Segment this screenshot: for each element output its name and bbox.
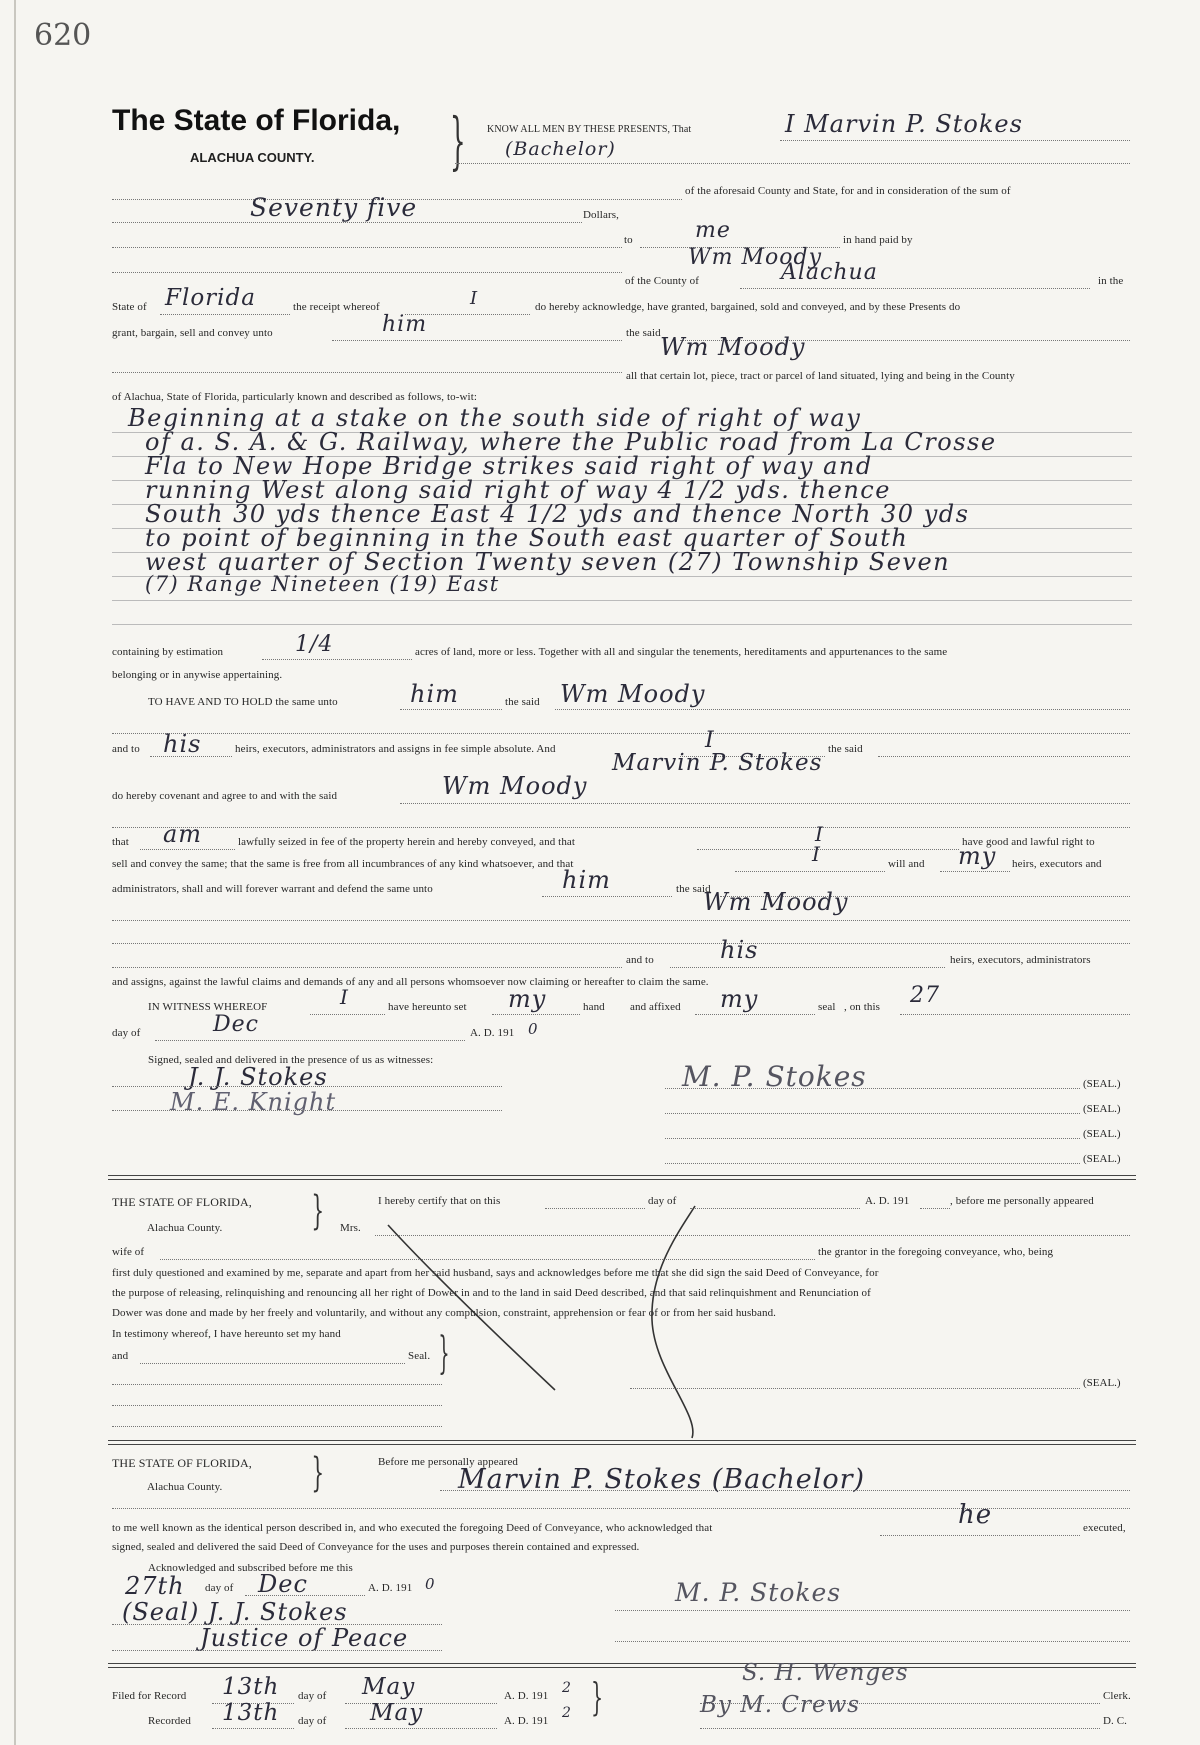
grantor-text: the grantor in the foregoing conveyance, who, being — [818, 1246, 1054, 1258]
consideration-text: of the aforesaid County and State, for and in consideration of the sum of — [685, 185, 1011, 197]
ack-month-hw: Dec — [258, 1570, 308, 1598]
that-label: that — [112, 836, 129, 848]
line — [900, 1014, 1130, 1015]
ack-signature-hw: M. P. Stokes — [675, 1578, 842, 1607]
line — [212, 1728, 294, 1729]
payer-hw: Wm Moody — [688, 245, 822, 270]
section-divider — [108, 1440, 1136, 1445]
seized-text: lawfully seized in fee of the property herein and hereby conveyed, and that — [238, 836, 576, 848]
dower-brace: } — [311, 1188, 325, 1234]
recorded-label: Recorded — [148, 1715, 191, 1727]
witness2-hw: M. E. Knight — [170, 1088, 337, 1116]
county-hw: Alachua — [781, 260, 878, 285]
line — [670, 967, 945, 968]
ack-brace: } — [311, 1450, 325, 1496]
the-said-label: the said — [676, 883, 711, 895]
line — [112, 222, 582, 223]
line — [400, 803, 1130, 804]
line — [940, 871, 1010, 872]
before-text: , before me personally appeared — [950, 1195, 1094, 1207]
line — [492, 1014, 580, 1015]
grant-text: do hereby acknowledge, have granted, bargained, sold and conveyed, and by these Presents do — [535, 301, 961, 313]
acres-text: acres of land, more or less. Together with all and singular the tenements, hereditaments and appurtenances to the same — [415, 646, 948, 658]
the-said-label: the said — [828, 743, 863, 755]
of-alachua-text: of Alachua, State of Florida, particularly known and described as follows, to-wit: — [112, 391, 478, 403]
state-hw: Florida — [165, 285, 256, 311]
line — [112, 1110, 502, 1111]
witness-day-hw: 27 — [910, 983, 940, 1008]
line — [440, 1490, 1130, 1491]
his-hw: his — [163, 730, 202, 758]
ack-line1: to me well known as the identical person described in, and who executed the foregoing Deed of Conveyance, who acknowledged that — [112, 1522, 713, 1534]
line — [155, 1040, 465, 1041]
covenant-hw: Wm Moody — [442, 772, 588, 800]
line — [112, 967, 622, 968]
line — [112, 372, 622, 373]
witness-i-hw: I — [340, 985, 349, 1009]
the-said-label: the said — [626, 327, 661, 339]
said3-hw: Wm Moody — [703, 888, 849, 916]
ack-year-hw: 0 — [425, 1575, 436, 1593]
line — [112, 920, 1130, 921]
covenant-text: do hereby covenant and agree to and with the said — [112, 790, 338, 802]
dc-hw: By M. Crews — [700, 1692, 861, 1718]
description-line: South 30 yds thence East 4 1/2 yds and thence North 30 yds — [145, 500, 970, 528]
dc-label: D. C. — [1103, 1715, 1128, 1727]
rec-day-hw: 13th — [222, 1700, 280, 1726]
witness1-hw: J. J. Stokes — [188, 1063, 328, 1091]
in-the-label: in the — [1098, 275, 1124, 287]
filed-label: Filed for Record — [112, 1690, 187, 1702]
unto2-hw: him — [562, 866, 611, 894]
line — [112, 1086, 502, 1087]
ack-line2: signed, sealed and delivered the said Deed of Conveyance for the uses and purposes therein contained and expressed. — [112, 1541, 640, 1553]
amount-hw: Seventy five — [250, 193, 418, 222]
in-witness-label: IN WITNESS WHEREOF — [148, 1001, 268, 1013]
grantor-hw: Marvin P. Stokes — [612, 750, 823, 776]
dollars-label: Dollars, — [583, 209, 619, 221]
line — [345, 1728, 497, 1729]
line — [112, 733, 1130, 734]
filed-month-hw: May — [362, 1674, 416, 1700]
and-label: and — [112, 1350, 129, 1362]
to-hw: me — [695, 218, 731, 243]
he-hw: he — [958, 1500, 993, 1530]
mrs-label: Mrs. — [340, 1222, 361, 1234]
dower-state: THE STATE OF FLORIDA, — [112, 1195, 252, 1209]
clerk-label: Clerk. — [1103, 1690, 1131, 1702]
ack-text: Acknowledged and subscribed before me this — [148, 1562, 353, 1574]
section-divider — [108, 1175, 1136, 1180]
ad-label: A. D. 191 — [470, 1027, 515, 1039]
line — [140, 849, 235, 850]
ad-label: A. D. 191 — [368, 1582, 413, 1594]
line — [400, 709, 502, 710]
appertaining-text: belonging or in anywise appertaining. — [112, 669, 283, 681]
habendum-unto-hw: him — [410, 680, 459, 708]
to-have-text: TO HAVE AND TO HOLD the same unto — [148, 696, 338, 708]
executed-label: executed, — [1083, 1522, 1126, 1534]
document-title: The State of Florida, — [112, 104, 401, 137]
acres-hw: 1/4 — [295, 632, 334, 657]
dower-line3: Dower was done and made by her freely and voluntarily, and without any compulsion, constraint, apprehension or fear of or from her said husband. — [112, 1307, 777, 1319]
line — [112, 943, 1130, 944]
grant-unto-label: grant, bargain, sell and convey unto — [112, 327, 273, 339]
assigns-text: and assigns, against the lawful claims and demands of any and all persons whomsoever now claiming or hereafter to claim the same. — [112, 976, 709, 988]
line — [735, 871, 885, 872]
clerk-hw: S. H. Wenges — [742, 1660, 909, 1686]
line — [140, 1363, 405, 1364]
county-title: ALACHUA COUNTY. — [190, 150, 315, 165]
grantor-name-hw: I Marvin P. Stokes — [785, 110, 1023, 138]
page-number: 620 — [34, 18, 92, 53]
line — [700, 1728, 1100, 1729]
sell-text: sell and convey the same; that the same is free from all incumbrances of any kind whatsoever, and that — [112, 858, 574, 870]
cancel-strike-mark — [380, 1200, 720, 1440]
day-of-label: day of — [648, 1195, 677, 1207]
rec-month-hw: May — [370, 1700, 424, 1726]
hand-label: hand — [583, 1001, 605, 1013]
habendum-said-hw: Wm Moody — [560, 680, 706, 708]
grantor-signature-hw: M. P. Stokes — [682, 1060, 867, 1093]
description-line: (7) Range Nineteen (19) East — [145, 572, 500, 596]
line — [310, 1014, 385, 1015]
line — [665, 1163, 1080, 1164]
paid-by-label: in hand paid by — [843, 234, 913, 246]
description-line: Fla to New Hope Bridge strikes said right of way and — [145, 452, 873, 480]
witness-my2-hw: my — [720, 985, 759, 1013]
description-line: Beginning at a stake on the south side of right of way — [128, 404, 862, 432]
line — [665, 1088, 1080, 1089]
testimony-text: In testimony whereof, I have hereunto set my hand — [112, 1328, 341, 1340]
ack-county: Alachua County. — [147, 1481, 223, 1493]
line — [555, 709, 1130, 710]
seal-label: (SEAL.) — [1083, 1377, 1121, 1389]
line — [697, 849, 959, 850]
his2-hw: his — [720, 936, 759, 964]
line — [262, 659, 412, 660]
know-all-text: KNOW ALL MEN BY THESE PRESENTS, That — [487, 124, 692, 135]
line — [112, 827, 1130, 828]
description-line: of a. S. A. & G. Railway, where the Public road from La Crosse — [145, 428, 997, 456]
hereunto-label: have hereunto set — [388, 1001, 467, 1013]
administrators-text: administrators, shall and will forever warrant and defend the same unto — [112, 883, 433, 895]
grantor-line — [780, 140, 1130, 141]
state-of-label: State of — [112, 301, 147, 313]
line — [112, 272, 622, 273]
heirs-text: heirs, executors, administrators and assigns in fee simple absolute. And — [235, 743, 556, 755]
and-to-label: and to — [626, 954, 654, 966]
good-right-text: have good and lawful right to — [962, 836, 1095, 848]
filed-day-hw: 13th — [222, 1674, 280, 1700]
day-of-label: day of — [205, 1582, 234, 1594]
ad-label: A. D. 191 — [865, 1195, 910, 1207]
line — [880, 1535, 1080, 1536]
line — [542, 896, 672, 897]
filing-brace: } — [591, 1675, 604, 1719]
and-hw: I — [705, 728, 715, 753]
line — [112, 624, 1132, 625]
dower-brace-2: } — [438, 1328, 450, 1379]
heirs2-text: heirs, executors and — [1012, 858, 1102, 870]
of-county-label: of the County of — [625, 275, 700, 287]
seal-label: (SEAL.) — [1083, 1153, 1121, 1165]
my-hw: my — [958, 842, 997, 870]
line — [665, 1138, 1080, 1139]
to-label: to — [624, 234, 633, 246]
line — [615, 1641, 1130, 1642]
line — [332, 340, 622, 341]
line — [112, 247, 622, 248]
witness-my-hw: my — [508, 985, 547, 1013]
seal-label: seal — [818, 1001, 836, 1013]
officer-hw: (Seal) J. J. Stokes — [122, 1598, 348, 1626]
seal-text: Seal. — [408, 1350, 431, 1362]
witness-month-hw: Dec — [213, 1012, 259, 1037]
page-edge — [14, 0, 16, 1745]
officer-title-hw: Justice of Peace — [200, 1624, 409, 1652]
unto-hw: him — [382, 312, 428, 337]
and-to-label: and to — [112, 743, 140, 755]
dower-county: Alachua County. — [147, 1222, 223, 1234]
will-and-label: will and — [888, 858, 925, 870]
am-hw: am — [163, 820, 203, 848]
rec-year-hw: 2 — [562, 1705, 572, 1721]
said-hw: Wm Moody — [660, 333, 806, 361]
sell-hw: I — [812, 842, 821, 866]
receipt-label: the receipt whereof — [293, 301, 380, 313]
ad-label: A. D. 191 — [504, 1715, 549, 1727]
line — [112, 600, 1132, 601]
ack-name-hw: Marvin P. Stokes (Bachelor) — [458, 1464, 866, 1495]
line — [245, 1595, 365, 1596]
line — [160, 314, 290, 315]
i-hw: I — [815, 822, 824, 846]
header-line-2 — [455, 163, 1130, 164]
section-divider — [108, 1663, 1136, 1668]
description-line: west quarter of Section Twenty seven (27) Township Seven — [145, 548, 951, 576]
line — [878, 756, 1130, 757]
seal-label: (SEAL.) — [1083, 1128, 1121, 1140]
line — [665, 1113, 1080, 1114]
day-of-label: day of — [298, 1690, 327, 1702]
the-said-label: the said — [505, 696, 540, 708]
affixed-label: and affixed — [630, 1001, 681, 1013]
before-text: Before me personally appeared — [378, 1456, 519, 1468]
heirs3-text: heirs, executors, administrators — [950, 954, 1091, 966]
header-brace: } — [449, 104, 466, 177]
line — [920, 1208, 950, 1209]
filed-year-hw: 2 — [562, 1680, 572, 1696]
signed-text: Signed, sealed and delivered in the presence of us as witnesses: — [148, 1054, 434, 1066]
on-this-label: , on this — [844, 1001, 881, 1013]
line — [740, 288, 1090, 289]
bachelor-hw: (Bachelor) — [505, 138, 616, 160]
lot-text: all that certain lot, piece, tract or parcel of land situated, lying and being in the County — [626, 370, 1015, 382]
certify-text: I hereby certify that on this — [378, 1195, 501, 1207]
line — [615, 1610, 1130, 1611]
seal-label: (SEAL.) — [1083, 1078, 1121, 1090]
description-line: running West along said right of way 4 1/2 yds. thence — [145, 476, 891, 504]
containing-text: containing by estimation — [112, 646, 224, 658]
description-line: to point of beginning in the South east quarter of South — [145, 524, 909, 552]
dower-line1: first duly questioned and examined by me, separate and apart from her said husband, says and acknowledges before me that she did sign the said Deed of Conveyance, for — [112, 1267, 879, 1279]
day-of-label: day of — [298, 1715, 327, 1727]
dower-line2: the purpose of releasing, relinquishing and renouncing all her right of Dower in and to the land in said Deed described, and that said relinquishment and Renunciation of — [112, 1287, 871, 1299]
line — [150, 756, 232, 757]
line — [112, 1650, 442, 1651]
ad-label: A. D. 191 — [504, 1690, 549, 1702]
ack-day-hw: 27th — [125, 1572, 185, 1600]
witness-year-hw: 0 — [528, 1020, 539, 1038]
line — [695, 1014, 815, 1015]
wife-of-label: wife of — [112, 1246, 145, 1258]
day-of-label: day of — [112, 1027, 141, 1039]
seal-label: (SEAL.) — [1083, 1103, 1121, 1115]
receipt-hw: I — [470, 288, 479, 309]
ack-state: THE STATE OF FLORIDA, — [112, 1456, 252, 1470]
